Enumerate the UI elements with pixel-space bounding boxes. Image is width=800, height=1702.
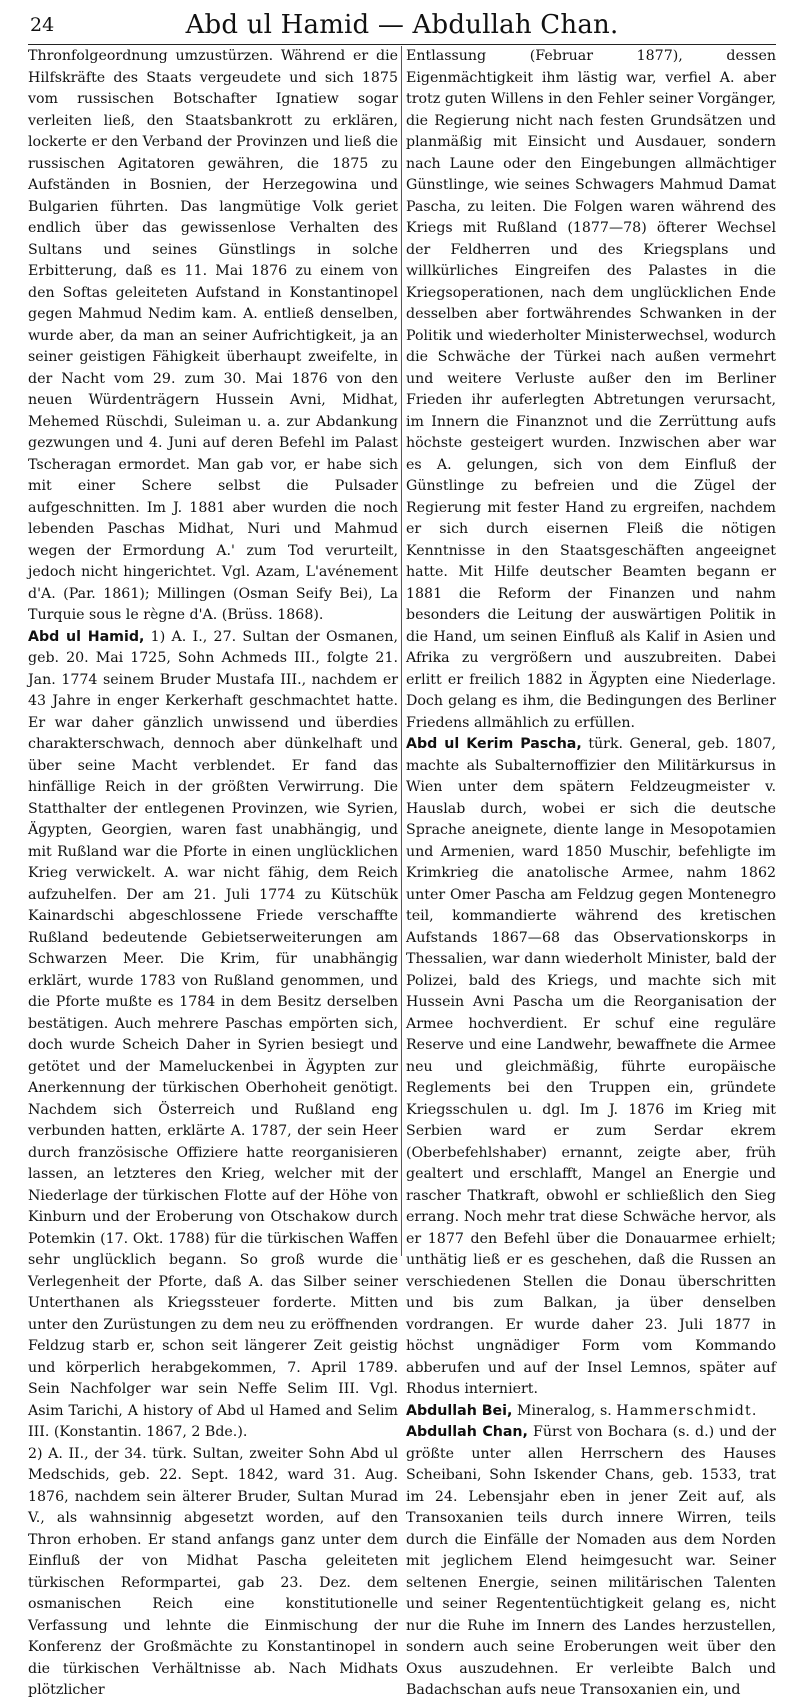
entry-abdullah-chan [406, 1422, 776, 1702]
column-divider [401, 46, 402, 1256]
page-header [28, 8, 776, 42]
right-column [406, 46, 777, 1698]
left-column [28, 46, 398, 1698]
page-number: 24 [30, 14, 55, 36]
entry-abdullah-bei [406, 1401, 776, 1423]
entry-headword: Abdullah Chan, [406, 1424, 528, 1440]
cross-reference: Hammerschmidt. [616, 1402, 758, 1419]
entry-text: türk. General, geb. 1807, machte als Subalternoffizier den Militärkursus in Wien unter dem spätern Feldzeugmeister v. Hauslab durch, wobei er sich die deutsche Sprache aneignete, diente lange in Mesopotamien und Armenien, ward 1850 Muschir, befehligte im Krimkrieg die anatolische Armee, nahm 1862 unter Omer Pascha am Feldzug gegen Montenegro teil, kommandierte während des kretischen Aufstands 1867—68 das Observationskorps in Thessalien, war dann wiederholt Minister, bald der Polizei, bald des Kriegs, und machte sich mit Hussein Avni Pascha um die Reorganisation der Armee hochverdient. Er schuf eine reguläre Reserve und eine Landwehr, bewaffnete die Armee neu und gleichmäßig, führte europäische Reglements bei den Truppen ein, gründete Kriegsschulen u. dgl. Im J. 1876 im Krieg mit Serbien ward er zum Serdar ekrem (Oberbefehlshaber) ernannt, zeigte aber, früh gealtert und erschlafft, Mangel an Energie und rascher Thatkraft, obwohl er schließlich den Sieg errang. Noch mehr trat diese Schwäche hervor, als er 1877 den Befehl über die Donauarmee erhielt; unthätig ließ er es geschehen, daß die Russen an verschiedenen Stellen die Donau überschritten und bis zum Balkan, ja über denselben vordrangen. Er wurde daher 23. Juli 1877 in höchst ungnädiger Form vom Kommando abberufen und auf der Insel Lemnos, später auf Rhodus interniert. [406, 736, 776, 1397]
entry-abd-ul-hamid-ii: 2) A. II., der 34. türk. Sultan, zweiter Sohn Abd ul Medschids, geb. 22. Sept. 1842, ward 31. Aug. 1876, nachdem sein älterer Bruder, Sultan Murad V., als wahnsinnig abgesetzt worden, auf den Thron erhoben. Er stand anfangs ganz unter dem Einfluß der von Midhat Pascha geleiteten türkischen Reformpartei, gab 23. Dez. dem osmanischen Reich eine konstitutionelle Verfassung und lehnte die Einmischung der Konferenz der Großmächte zu Konstantinopel in die türkischen Verhältnisse ab. Nach Midhats plötzlicher [28, 1445, 398, 1698]
entry-headword: Abd ul Hamid, [28, 628, 145, 645]
running-head: Abd ul Hamid — Abdullah Chan. [185, 10, 619, 40]
entry-text: Mineralog, s. [512, 1402, 617, 1419]
entry-continuation-paragraph: Thronfolgeordnung umzustürzen. Während er die Hilfskräfte des Staats vergeudete und sich 1875 vom russischen Botschafter Ignatiew sogar verleiten ließ, den Staatsbankrott zu erklären, lockerte er den Verband der Provinzen und ließ die russischen Agitatoren gewähren, die 1875 zu Aufständen in Bosnien, der Herzegowina und Bulgarien führten. Das langmütige Volk geriet endlich über das gewissenlose Verhalten des Sultans und seines Günstlings in solche Erbitterung, daß es 11. Mai 1876 zu einem von den Softas geleiteten Aufstand in Konstantinopel gegen Mahmud Nedim kam. A. entließ denselben, wurde aber, da man an seiner Aufrichtigkeit, ja an seiner geistigen Fähigkeit überhaupt zweifelte, in der Nacht vom 29. zum 30. Mai 1876 von den neuen Würdenträgern Hussein Avni, Midhat, Mehemed Rüschdi, Suleiman u. a. zur Abdankung gezwungen und 4. Juni auf deren Befehl im Palast Tscheragan ermordet. Man gab vor, er habe sich mit einer Schere selbst die Pulsader aufgeschnitten. Im J. 1881 aber wurden die noch lebenden Paschas Midhat, Nuri und Mahmud wegen der Ermordung A.' zum Tod verurteilt, jedoch nicht hingerichtet. Vgl. Azam, L'avénement d'A. (Par. 1861); Millingen (Osman Seify Bei), La Turquie sous le règne d'A. (Brüss. 1868). [28, 48, 398, 623]
entry-abd-ul-hamid [28, 627, 398, 1444]
entry-headword: Abdullah Bei, [406, 1402, 513, 1419]
entry-abd-ul-kerim-pascha [406, 734, 776, 1401]
entry-headword: Abd ul Kerim Pascha, [406, 736, 582, 752]
header-rule [28, 44, 776, 45]
entry-continuation-paragraph: Entlassung (Februar 1877), dessen Eigenmächtigkeit ihm lästig war, verfiel A. aber trotz guten Willens in den Fehler seiner Vorgänger, die Regierung nicht nach festen Grundsätzen und planmäßig mit Einsicht und Ausdauer, sondern nach Laune oder den Eingebungen allmächtiger Günstlinge, wie seines Schwagers Mahmud Damat Pascha, zu leiten. Die Folgen waren während des Kriegs mit Rußland (1877—78) öfterer Wechsel der Feldherren und des Kriegsplans und willkürliches Eingreifen des Palastes in die Kriegsoperationen, nach dem unglücklichen Ende desselben aber fortwährendes Schwanken in der Politik und wiederholter Ministerwechsel, wodurch die Schwäche der Türkei nach außen vermehrt und weitere Verluste außer den im Berliner Frieden ihr auferlegten Abtretungen verursacht, im Innern die Finanznot und die Zerrüttung aufs höchste gesteigert wurden. Inzwischen aber war es A. gelungen, sich von dem Einfluß der Günstlinge zu befreien und die Zügel der Regierung mit fester Hand zu ergreifen, nachdem er sich durch eisernen Fleiß die nötigen Kenntnisse in den Staatsgeschäften angeeignet hatte. Mit Hilfe deutscher Beamten begann er 1881 die Reform der Finanzen und nahm besonders die Leitung der auswärtigen Politik in die Hand, um seinen Einfluß als Kalif in Asien und Afrika zu vergrößern und auszubreiten. Dabei erlitt er freilich 1882 in Ägypten eine Niederlage. Doch gelang es ihm, die Bedingungen des Berliner Friedens allmählich zu erfüllen. [406, 48, 776, 731]
entry-text: Fürst von Bochara (s. d.) und der größte unter allen Herrschern des Hauses Scheibani, Sohn Iskender Chans, geb. 1533, trat im 24. Lebensjahr eben in jener Zeit auf, als Transoxanien teils durch innere Wirren, teils durch die Einfälle der Nomaden aus dem Norden mit jeglichem Elend heimgesucht war. Seiner seltenen Energie, seinen militärischen Talenten und seiner Regententüchtigkeit gelang es, nicht nur die Ruhe im Innern des Landes herzustellen, sondern auch seine Eroberungen weit über den Oxus auszudehnen. Er verleibte Balch und Badachschan aufs neue Transoxanien ein, und [406, 1424, 777, 1698]
entry-text: 1) A. I., 27. Sultan der Osmanen, geb. 20. Mai 1725, Sohn Achmeds III., folgte 21. Jan. 1774 seinem Bruder Mustafa III., nachdem er 43 Jahre in enger Kerkerhaft geschmachtet hatte. Er war daher gänzlich unwissend und überdies charakterschwach, dennoch aber dünkelhaft und über seine Macht verblendet. Er fand das hinfällige Reich in der größten Verwirrung. Die Statthalter der entlegenen Provinzen, wie Syrien, Ägypten, Georgien, waren fast unabhängig, und mit Rußland war die Pforte in einen unglücklichen Krieg verwickelt. A. war nicht fähig, dem Reich aufzuhelfen. Der am 21. Juli 1774 zu Kütschük Kainardschi abgeschlossene Friede verschaffte Rußland bedeutende Gebietserweiterungen am Schwarzen Meer. Die Krim, für unabhängig erklärt, wurde 1783 von Rußland genommen, und die Pforte mußte es 1784 in dem Besitz derselben bestätigen. Auch mehrere Paschas empörten sich, doch wurde Scheich Daher in Syrien besiegt und getötet und der Mameluckenbei in Ägypten zur Anerkennung der türkischen Oberhoheit genötigt. Nachdem sich Österreich und Rußland eng verbunden hatten, erklärte A. 1787, der sein Heer durch französische Offiziere hatte reorganisieren lassen, an letzteres den Krieg, welcher mit der Niederlage der türkischen Flotte auf der Höhe von Kinburn und der Eroberung von Otschakow durch Potemkin (17. Okt. 1788) für die türkischen Waffen sehr unglücklich begann. So groß wurde die Verlegenheit der Pforte, daß A. das Silber seiner Unterthanen als Kriegssteuer forderte. Mitten unter den Zurüstungen zu dem neu zu eröffnenden Feldzug starb er, schon seit längerer Zeit geistig und körperlich herabgekommen, 7. April 1789. Sein Nachfolger war sein Neffe Selim III. Vgl. Asim Tarichi, A history of Abd ul Hamed and Selim III. (Konstantin. 1867, 2 Bde.). [28, 628, 398, 1440]
